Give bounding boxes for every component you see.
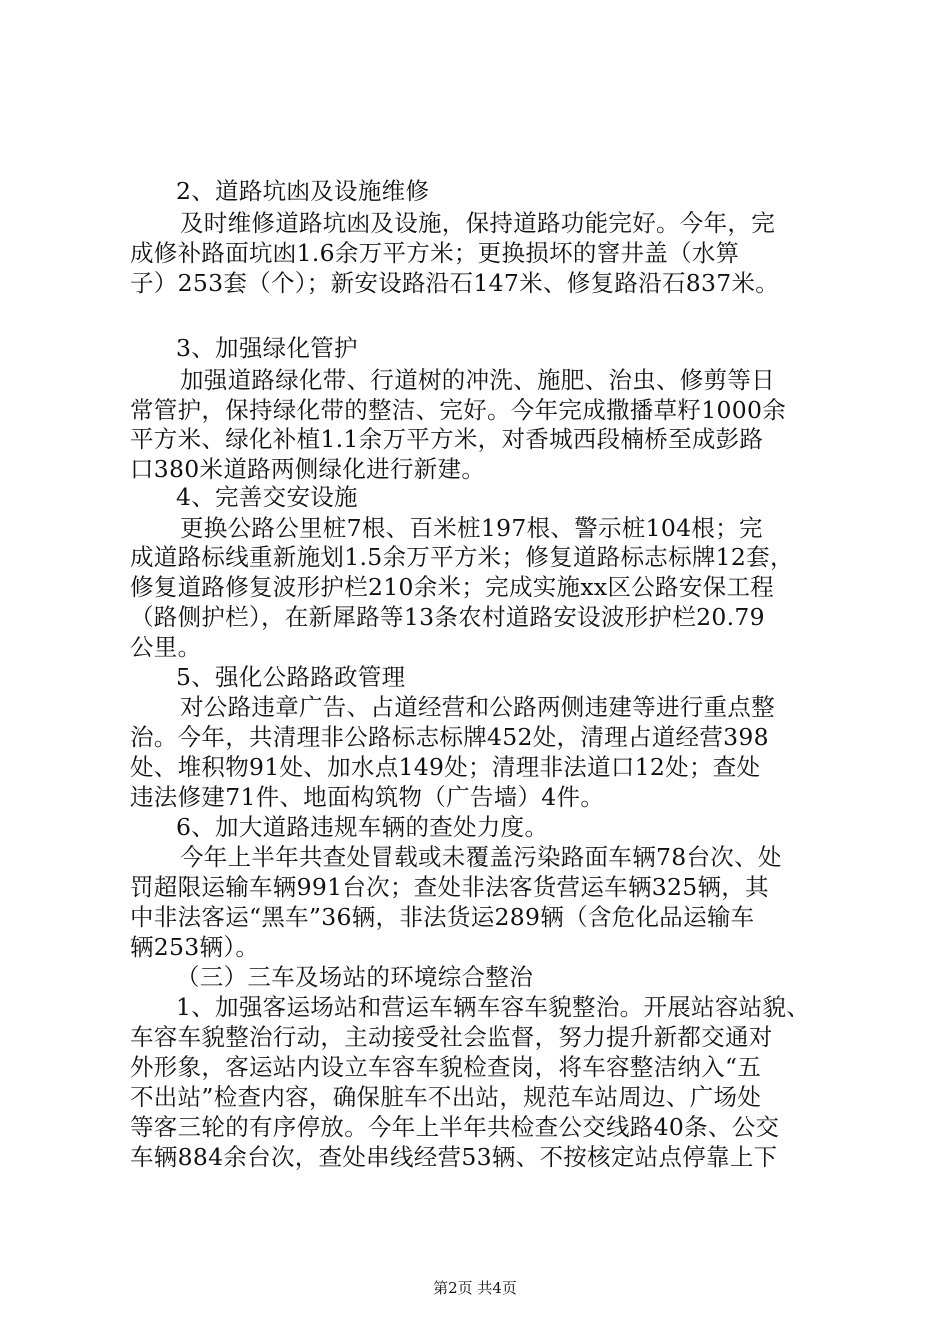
section-heading-three: （三）三车及场站的环境综合整治: [176, 963, 533, 991]
paragraph-line: 等客三轮的有序停放。今年上半年共检查公交线路40条、公交: [130, 1113, 780, 1141]
paragraph-line: （路侧护栏），在新犀路等13条农村道路安设波形护栏20.79: [130, 603, 765, 631]
paragraph-line: 中非法客运“黑车”36辆，非法货运289辆（含危化品运输车: [130, 903, 755, 931]
heading-road-administration: 5、强化公路路政管理: [176, 663, 406, 691]
heading-road-repair: 2、道路坑凼及设施维修: [176, 177, 430, 205]
paragraph-line: 车容车貌整治行动，主动接受社会监督，努力提升新都交通对: [130, 1023, 773, 1051]
paragraph-line: 口380米道路两侧绿化进行新建。: [130, 455, 486, 483]
paragraph-line: 对公路违章广告、占道经营和公路两侧违建等进行重点整: [180, 693, 775, 721]
paragraph-line: 今年上半年共查处冒载或未覆盖污染路面车辆78台次、处: [180, 843, 782, 871]
paragraph-line: 处、堆积物91处、加水点149处；清理非法道口12处；查处: [130, 753, 761, 781]
paragraph-line: 罚超限运输车辆991台次；查处非法客货营运车辆325辆，其: [130, 873, 769, 901]
heading-greening: 3、加强绿化管护: [176, 334, 358, 362]
paragraph-line: 成道路标线重新施划1.5余万平方米；修复道路标志标牌12套，: [130, 543, 794, 571]
paragraph-line: 公里。: [130, 633, 202, 661]
paragraph-line: 加强道路绿化带、行道树的冲洗、施肥、治虫、修剪等日: [180, 366, 775, 394]
paragraph-line: 平方米、绿化补植1.1余万平方米，对香城西段楠桥至成彭路: [130, 425, 764, 453]
paragraph-line: 违法修建71件、地面构筑物（广告墙）4件。: [130, 783, 605, 811]
paragraph-line: 辆253辆）。: [130, 933, 260, 961]
paragraph-line: 外形象，客运站内设立车容车貌检查岗，将车容整洁纳入“五: [130, 1053, 762, 1081]
paragraph-line: 子）253套（个）；新安设路沿石147米、修复路沿石837米。: [130, 269, 780, 297]
paragraph-line: 不出站”检查内容，确保脏车不出站，规范车站周边、广场处: [130, 1083, 762, 1111]
paragraph-line: 更换公路公里桩7根、百米桩197根、警示桩104根；完: [180, 514, 763, 542]
paragraph-line: 治。今年，共清理非公路标志标牌452处，清理占道经营398: [130, 723, 769, 751]
heading-vehicle-enforcement: 6、加大道路违规车辆的查处力度。: [176, 813, 549, 841]
paragraph-line: 修复道路修复波形护栏210余米；完成实施xx区公路安保工程: [130, 573, 775, 601]
heading-traffic-facilities: 4、完善交安设施: [176, 483, 358, 511]
paragraph-line: 常管护，保持绿化带的整洁、完好。今年完成撒播草籽1000余: [130, 396, 787, 424]
paragraph-line: 及时维修道路坑凼及设施，保持道路功能完好。今年，完: [180, 209, 775, 237]
paragraph-line: 成修补路面坑凼1.6余万平方米；更换损坏的窨井盖（水箅: [130, 239, 740, 267]
paragraph-line: 1、加强客运场站和营运车辆车容车貌整治。开展站容站貌、: [176, 993, 811, 1021]
page-number-footer: 第2页 共4页: [433, 1279, 517, 1297]
paragraph-line: 车辆884余台次，查处串线经营53辆、不按核定站点停靠上下: [130, 1143, 778, 1171]
